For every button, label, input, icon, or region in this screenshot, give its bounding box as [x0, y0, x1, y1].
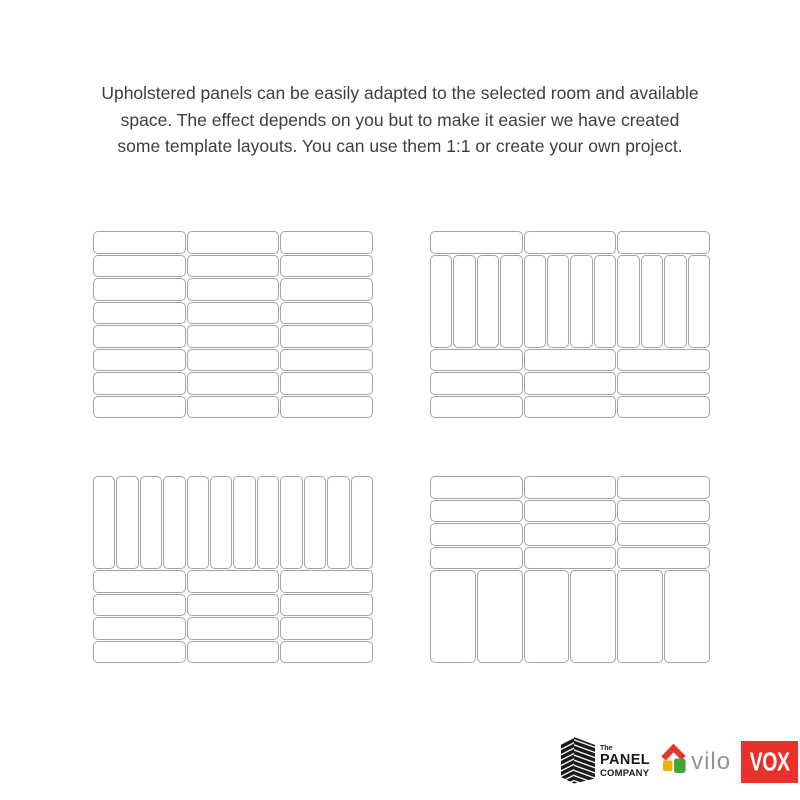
upholstered-panel	[524, 372, 617, 395]
upholstered-panel	[187, 617, 280, 640]
upholstered-panel	[280, 594, 373, 617]
upholstered-panel	[617, 372, 710, 395]
upholstered-panel	[641, 255, 663, 348]
upholstered-panel	[570, 570, 616, 663]
intro-line-1: Upholstered panels can be easily adapted to the selected room and available	[101, 83, 699, 103]
upholstered-panel	[187, 278, 280, 301]
upholstered-panel	[430, 396, 523, 419]
panel-layout-template-4	[430, 476, 710, 663]
upholstered-panel	[93, 570, 186, 593]
upholstered-panel	[280, 617, 373, 640]
upholstered-panel	[116, 476, 138, 569]
panel-company-building-icon	[559, 735, 597, 789]
upholstered-panel	[93, 278, 186, 301]
upholstered-panel	[280, 570, 373, 593]
panel-company-company: COMPANY	[600, 768, 650, 779]
upholstered-panel	[617, 349, 710, 372]
upholstered-panel	[351, 476, 373, 569]
panel-company-panel: PANEL	[600, 752, 651, 768]
upholstered-panel	[617, 476, 710, 499]
upholstered-panel	[187, 570, 280, 593]
upholstered-panel	[477, 570, 523, 663]
upholstered-panel	[187, 641, 280, 664]
upholstered-panel	[617, 500, 710, 523]
upholstered-panel	[93, 325, 186, 348]
upholstered-panel	[664, 570, 710, 663]
upholstered-panel	[477, 255, 499, 348]
upholstered-panel	[327, 476, 349, 569]
upholstered-panel	[93, 617, 186, 640]
upholstered-panel	[233, 476, 255, 569]
upholstered-panel	[430, 476, 523, 499]
upholstered-panel	[93, 594, 186, 617]
upholstered-panel	[187, 396, 280, 419]
upholstered-panel	[187, 325, 280, 348]
upholstered-panel	[163, 476, 185, 569]
upholstered-panel	[187, 349, 280, 372]
panel-layout-template-1	[93, 231, 373, 418]
upholstered-panel	[617, 523, 710, 546]
vilo-left-square	[663, 761, 673, 772]
upholstered-panel	[430, 372, 523, 395]
upholstered-panel	[524, 349, 617, 372]
intro-text	[0, 80, 800, 160]
upholstered-panel	[664, 255, 686, 348]
upholstered-panel	[617, 570, 663, 663]
upholstered-panel	[570, 255, 592, 348]
upholstered-panel	[524, 476, 617, 499]
upholstered-panel	[500, 255, 522, 348]
upholstered-panel	[93, 302, 186, 325]
upholstered-panel	[304, 476, 326, 569]
panel-layout-template-3	[93, 476, 373, 663]
template-layouts	[93, 231, 710, 663]
upholstered-panel	[524, 570, 570, 663]
vilo-house-icon	[660, 743, 687, 781]
intro-line-2: space. The effect depends on you but to make it easier we have created	[120, 109, 680, 130]
upholstered-panel	[453, 255, 475, 348]
upholstered-panel	[280, 278, 373, 301]
upholstered-panel	[187, 594, 280, 617]
panel-company-logo	[559, 735, 650, 789]
upholstered-panel	[617, 255, 639, 348]
upholstered-panel	[280, 372, 373, 395]
upholstered-panel	[187, 255, 280, 278]
footer-logos	[559, 736, 798, 788]
upholstered-panel	[187, 476, 209, 569]
vilo-wordmark: vilo	[691, 748, 732, 775]
upholstered-panel	[280, 641, 373, 664]
upholstered-panel	[524, 231, 617, 254]
upholstered-panel	[257, 476, 279, 569]
upholstered-panel	[93, 372, 186, 395]
upholstered-panel	[430, 523, 523, 546]
upholstered-panel	[187, 302, 280, 325]
upholstered-panel	[430, 231, 523, 254]
panel-company-the: The	[600, 745, 613, 752]
upholstered-panel	[187, 231, 280, 254]
upholstered-panel	[280, 302, 373, 325]
upholstered-panel	[93, 476, 115, 569]
upholstered-panel	[280, 476, 302, 569]
vox-wordmark: VOX	[749, 746, 790, 777]
upholstered-panel	[617, 231, 710, 254]
upholstered-panel	[524, 547, 617, 570]
upholstered-panel	[688, 255, 710, 348]
panel-company-wordmark	[600, 745, 650, 779]
upholstered-panel	[430, 255, 452, 348]
upholstered-panel	[524, 523, 617, 546]
upholstered-panel	[210, 476, 232, 569]
upholstered-panel	[280, 255, 373, 278]
upholstered-panel	[524, 255, 546, 348]
upholstered-panel	[93, 349, 186, 372]
upholstered-panel	[524, 500, 617, 523]
upholstered-panel	[430, 349, 523, 372]
upholstered-panel	[140, 476, 162, 569]
upholstered-panel	[547, 255, 569, 348]
upholstered-panel	[617, 396, 710, 419]
upholstered-panel	[280, 231, 373, 254]
upholstered-panel	[594, 255, 616, 348]
upholstered-panel	[187, 372, 280, 395]
upholstered-panel	[93, 396, 186, 419]
intro-line-3: some template layouts. You can use them 1:1 or create your own project.	[117, 136, 683, 156]
upholstered-panel	[93, 255, 186, 278]
panel-layout-template-2	[430, 231, 710, 418]
upholstered-panel	[280, 325, 373, 348]
upholstered-panel	[280, 349, 373, 372]
upholstered-panel	[93, 231, 186, 254]
upholstered-panel	[617, 547, 710, 570]
upholstered-panel	[430, 570, 476, 663]
upholstered-panel	[430, 500, 523, 523]
vox-logo	[741, 741, 798, 783]
upholstered-panel	[430, 547, 523, 570]
vilo-logo	[660, 743, 731, 781]
upholstered-panel	[280, 396, 373, 419]
vilo-roof	[664, 748, 684, 759]
upholstered-panel	[524, 396, 617, 419]
upholstered-panel	[93, 641, 186, 664]
vilo-right-square	[674, 759, 686, 774]
